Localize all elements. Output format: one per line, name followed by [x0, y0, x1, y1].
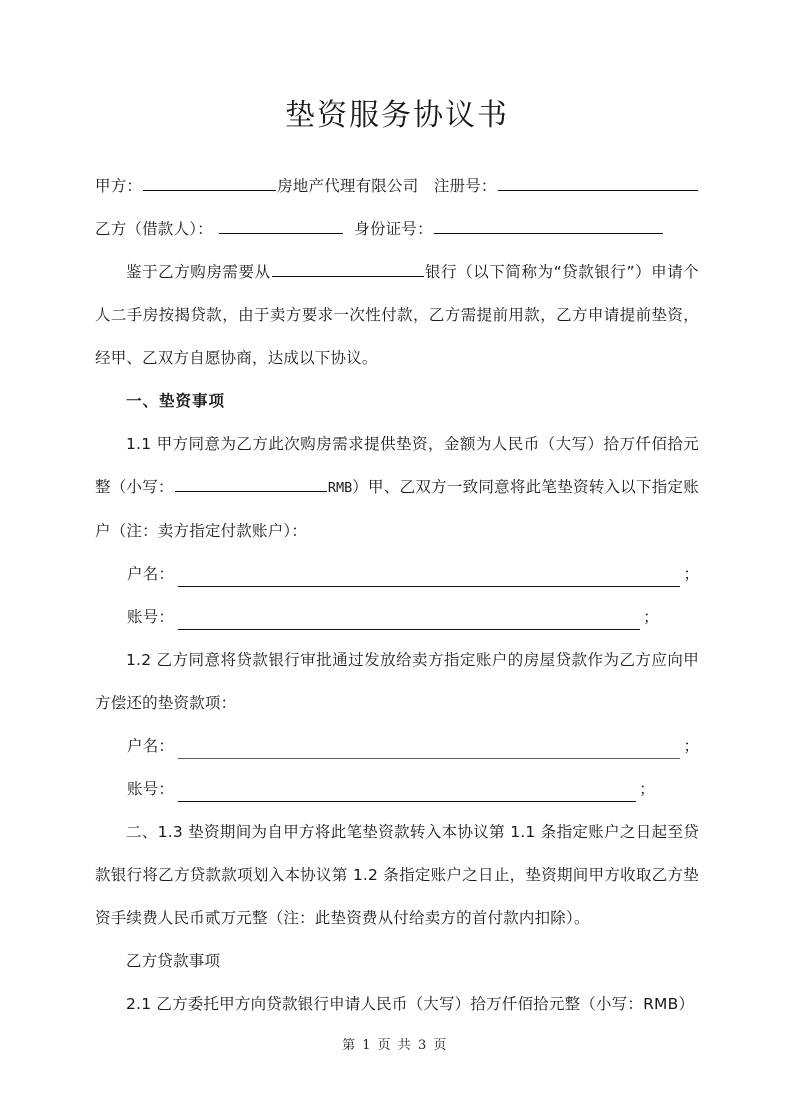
- document-content: [95, 0, 699, 1026]
- repay-account-number-blank[interactable]: [178, 800, 636, 802]
- seller-account-name-blank[interactable]: [178, 585, 680, 587]
- section-2-heading: 乙方贷款事项: [126, 952, 221, 970]
- party-b-row: [95, 208, 699, 251]
- repay-account-name-blank[interactable]: [178, 757, 680, 759]
- preamble-text-after: 银行（以下简称为“贷款银行”）申请个人二手房按揭贷款，由于卖方要求一次性付款，乙方需提前用款，乙方申请提前垫资，经甲、乙双方自愿协商，达成以下协议。: [95, 263, 699, 367]
- clause-1-2: 1.2 乙方同意将贷款银行审批通过发放给卖方指定账户的房屋贷款作为乙方应向甲方偿还的垫资款项：: [95, 651, 699, 712]
- page-footer: 第 1 页 共 3 页: [342, 1038, 448, 1053]
- party-a-label: 甲方：: [95, 177, 143, 195]
- party-a-row: [95, 165, 699, 208]
- repay-account-number-terminator: ；: [639, 780, 655, 798]
- id-number-blank[interactable]: [434, 218, 663, 234]
- account-name-label-2: 户名：: [127, 737, 175, 755]
- repay-account-name-row: [95, 725, 699, 768]
- bank-name-blank[interactable]: [272, 261, 424, 277]
- section-1-heading: 一、垫资事项: [126, 392, 226, 410]
- preamble-text-before: 鉴于乙方购房需要从: [126, 263, 271, 281]
- party-a-name-blank[interactable]: [143, 175, 276, 191]
- repay-account-number-row: [95, 768, 699, 811]
- account-number-label-2: 账号：: [127, 780, 175, 798]
- clause-1-1-text-before: 1.1 甲方同意为乙方此次购房需求提供垫资，金额为人民币（大写）拾万仟佰拾元整（小写：: [95, 435, 699, 496]
- account-number-label: 账号：: [127, 608, 175, 626]
- seller-account-number-row: [95, 596, 699, 639]
- party-b-label: 乙方（借款人）：: [95, 220, 213, 238]
- registration-label: 注册号：: [433, 177, 497, 195]
- amount-lowercase-blank[interactable]: [175, 476, 327, 492]
- registration-number-blank[interactable]: [498, 175, 698, 191]
- seller-account-number-blank[interactable]: [178, 628, 640, 630]
- clause-1-1: [95, 423, 699, 553]
- account-name-label: 户名：: [127, 565, 175, 583]
- id-number-label: 身份证号：: [354, 220, 433, 238]
- party-b-name-blank[interactable]: [219, 218, 343, 234]
- clause-1-1-text-after: ）甲、乙双方一致同意将此笔垫资转入以下指定账户（注：卖方指定付款账户）：: [95, 478, 699, 540]
- preamble-paragraph: [95, 251, 699, 380]
- seller-account-number-terminator: ；: [643, 608, 659, 626]
- seller-account-name-row: [95, 553, 699, 596]
- title-spacer: [95, 135, 699, 165]
- clause-1-1-currency: RMB: [327, 480, 353, 496]
- clause-1-3: 二、1.3 垫资期间为自甲方将此笔垫资款转入本协议第 1.1 条指定账户之日起至贷款银行将乙方贷款款项划入本协议第 1.2 条指定账户之日止，垫资期间甲方收取乙方垫资手续费人民币贰万元整（注：此垫资费从付给卖方的首付款内扣除）。: [95, 823, 699, 927]
- repay-account-name-terminator: ；: [683, 737, 699, 755]
- party-a-suffix: 房地产代理有限公司: [277, 177, 419, 195]
- page-title: 垫资服务协议书: [285, 98, 509, 133]
- clause-2-1: 2.1 乙方委托甲方向贷款银行申请人民币（大写）拾万仟佰拾元整（小写：RMB）: [126, 995, 695, 1013]
- seller-account-name-terminator: ；: [683, 565, 699, 583]
